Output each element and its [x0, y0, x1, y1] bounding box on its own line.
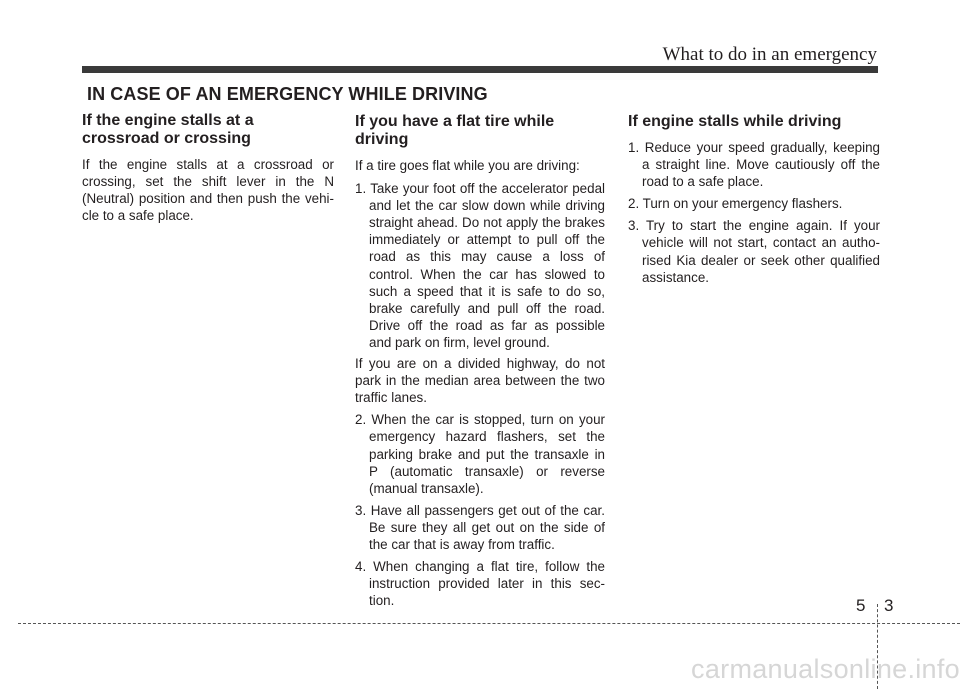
watermark: carmanualsonline.info: [691, 654, 960, 684]
footer-rule: [18, 623, 960, 624]
page-number: 3: [884, 596, 894, 615]
flat-tire-heading: If you have a flat tire while driving: [355, 113, 555, 148]
crossroad-heading: If the engine stalls at a crossroad or crossing: [82, 112, 254, 147]
section-title: IN CASE OF AN EMERGENCY WHILE DRIVING: [87, 84, 488, 104]
column-crossroad: [82, 112, 334, 224]
flat-tire-steps: [355, 180, 605, 351]
engine-stalls-heading: If engine stalls while driving: [628, 113, 842, 130]
chapter-number: 5: [856, 596, 866, 615]
engine-stalls-step-1: 1. Reduce your speed gradually, keeping a straight line. Move cautiously off the road to a safe place.: [628, 140, 880, 190]
engine-stalls-step-2: 2. Turn on your emergency flashers.: [628, 196, 843, 212]
engine-stalls-steps: [628, 139, 880, 286]
chapter-title: What to do in an emergency: [662, 44, 877, 65]
header-rule: [82, 66, 878, 73]
flat-tire-step-1: 1. Take your foot off the accelerator pedal and let the car slow down while driving straight ahead. Do not apply the brakes immediately or attempt to pull off the road as this may cause a loss of control. When the car has slowed to such a speed that it is safe to do so, brake carefully and pull off the road. Drive off the road as far as possible and park on firm, level ground.: [355, 181, 605, 350]
flat-tire-note: If you are on a divided highway, do not park in the median area between the two traffic lanes.: [355, 356, 605, 406]
flat-tire-step-2: 2. When the car is stopped, turn on your emergency hazard flashers, set the parking brake and put the transaxle in P (automatic transaxle) or reverse (manual transaxle).: [355, 412, 605, 496]
flat-tire-step-3: 3. Have all passengers get out of the car. Be sure they all get out on the side of the car that is away from traffic.: [355, 502, 605, 552]
column-engine-stalls: [628, 112, 880, 291]
engine-stalls-step-3: 3. Try to start the engine again. If your vehicle will not start, contact an autho-rised Kia dealer or seek other qualified assistance.: [628, 218, 880, 285]
flat-tire-steps-continued: [355, 411, 605, 609]
flat-tire-intro: If a tire goes flat while you are driving:: [355, 158, 580, 173]
flat-tire-step-4: 4. When changing a flat tire, follow the instruction provided later in this sec-tion.: [355, 559, 605, 609]
crossroad-body: If the engine stalls at a crossroad or crossing, set the shift lever in the N (Neutral) position and then push the vehi-cle to a safe place.: [82, 157, 334, 224]
column-flat-tire: [355, 112, 605, 614]
